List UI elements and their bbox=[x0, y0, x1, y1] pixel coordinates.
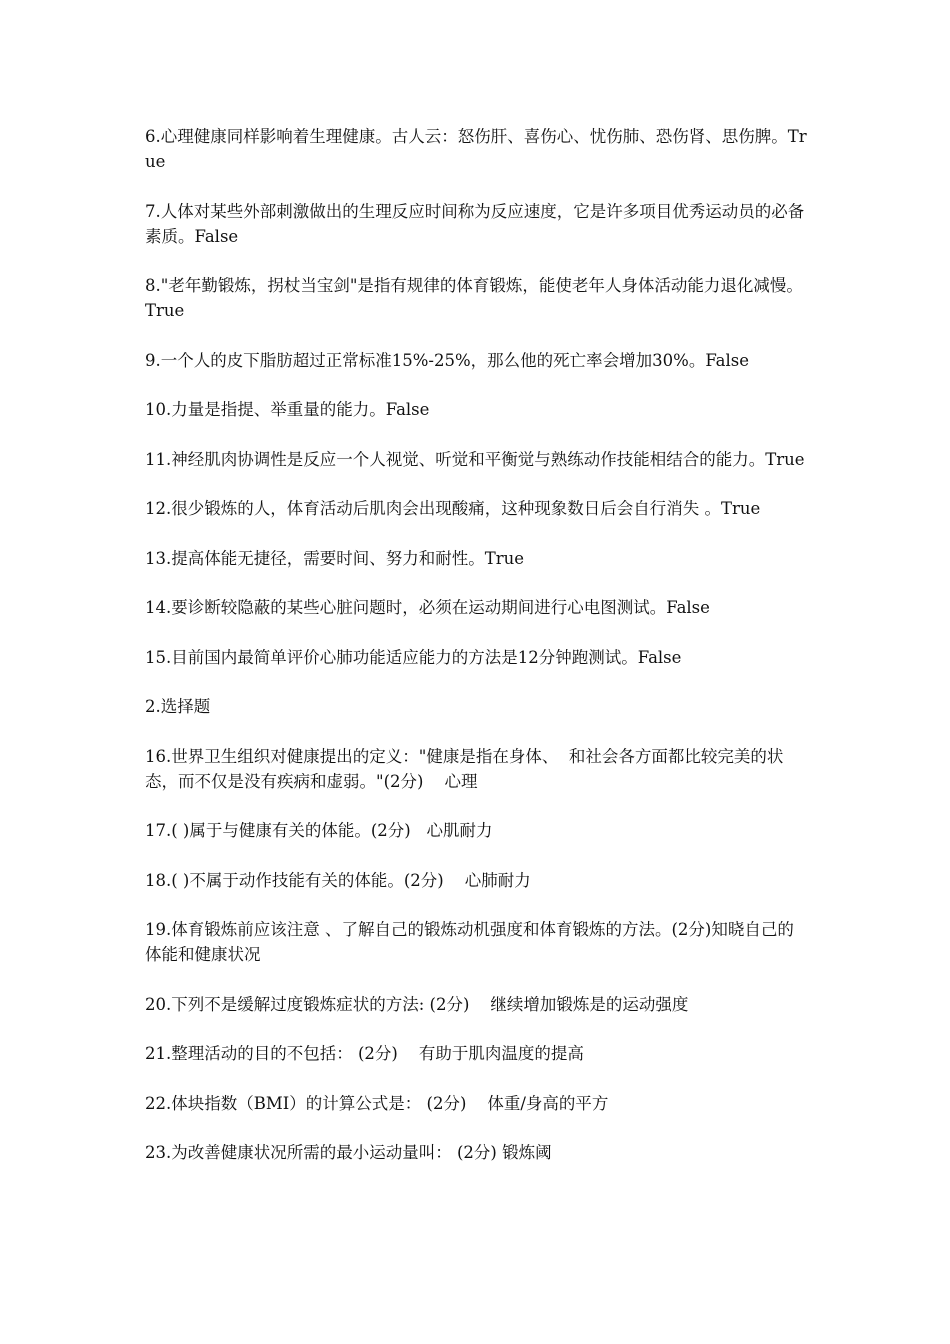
question-22: 22.体块指数（BMI）的计算公式是： (2分) 体重/身高的平方 bbox=[145, 1093, 609, 1113]
question-9: 9.一个人的皮下脂肪超过正常标准15%-25%，那么他的死亡率会增加30%。False bbox=[145, 350, 750, 370]
question-10: 10.力量是指提、举重量的能力。False bbox=[145, 400, 430, 419]
question-20: 20.下列不是缓解过度锻炼症状的方法: (2分) 继续增加锻炼是的运动强度 bbox=[145, 994, 689, 1014]
question-6: 6.心理健康同样影响着生理健康。古人云：怒伤肝、喜伤心、忧伤肺、恐伤肾、思伤脾。True bbox=[145, 127, 807, 171]
document-page bbox=[145, 124, 810, 1190]
question-18: 18.( )不属于动作技能有关的体能。(2分) 心肺耐力 bbox=[145, 870, 531, 890]
question-14: 14.要诊断较隐蔽的某些心脏问题时，必须在运动期间进行心电图测试。False bbox=[145, 598, 710, 617]
question-8: 8."老年勤锻炼，拐杖当宝剑"是指有规律的体育锻炼，能使老年人身体活动能力退化减慢。True bbox=[145, 276, 803, 320]
question-16: 16.世界卫生组织对健康提出的定义："健康是指在身体、 和社会各方面都比较完美的状态，而不仅是没有疾病和虚弱。"(2分) 心理 bbox=[145, 746, 784, 791]
question-17: 17.( )属于与健康有关的体能。(2分) 心肌耐力 bbox=[145, 821, 493, 840]
question-15: 15.目前国内最简单评价心肺功能适应能力的方法是12分钟跑测试。False bbox=[145, 647, 682, 667]
question-12: 12.很少锻炼的人，体育活动后肌肉会出现酸痛，这种现象数日后会自行消失 。True bbox=[145, 499, 761, 518]
question-7: 7.人体对某些外部刺激做出的生理反应时间称为反应速度，它是许多项目优秀运动员的必备素质。False bbox=[145, 201, 805, 246]
question-11: 11.神经肌肉协调性是反应一个人视觉、听觉和平衡觉与熟练动作技能相结合的能力。True bbox=[145, 449, 805, 469]
question-13: 13.提高体能无捷径，需要时间、努力和耐性。True bbox=[145, 548, 525, 568]
section-heading-choice: 2.选择题 bbox=[145, 697, 211, 716]
question-19: 19.体育锻炼前应该注意 、了解自己的锻炼动机强度和体育锻炼的方法。(2分)知晓自己的体能和健康状况 bbox=[145, 920, 794, 964]
question-21: 21.整理活动的目的不包括： (2分) 有助于肌肉温度的提高 bbox=[145, 1044, 584, 1063]
question-23: 23.为改善健康状况所需的最小运动量叫： (2分) 锻炼阈 bbox=[145, 1143, 552, 1162]
